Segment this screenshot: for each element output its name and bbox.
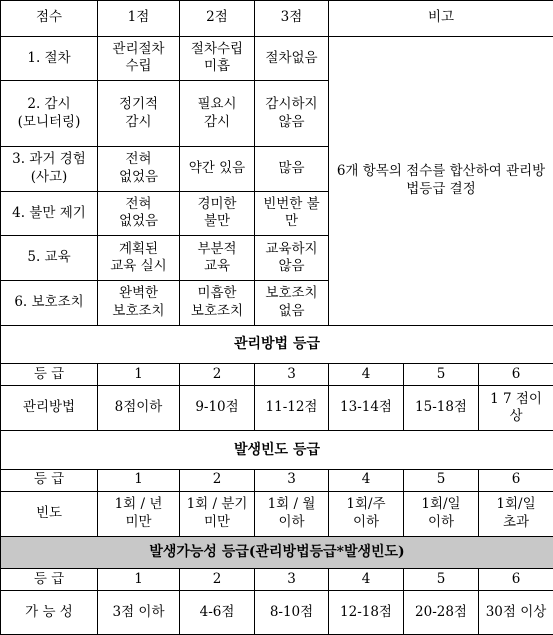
score-3pt: 보호조치 없음 [255,280,329,325]
likelihood-grade-title: 발생가능성 등급(관리방법등급*발생빈도) [1,536,553,568]
management-grade-title: 관리방법 등급 [1,325,553,364]
grade-number: 6 [479,364,553,386]
score-3pt: 감시하지 않음 [255,81,329,147]
grade-number: 4 [329,364,404,386]
score-1pt: 완벽한 보호조치 [98,280,180,325]
grade-label: 등 급 [1,364,98,386]
score-1pt: 관리절차 수립 [98,36,180,81]
grade-number: 5 [404,568,479,590]
score-2pt: 약간 있음 [180,147,255,192]
management-grade-row [1,364,553,386]
likelihood-grade-row [1,568,553,590]
management-grade-title-row [1,325,553,364]
score-2pt: 부분적 교육 [180,236,255,281]
grade-number: 3 [255,364,329,386]
score-2pt: 필요시 감시 [180,81,255,147]
likelihood-value: 30점 이상 [479,591,553,635]
grade-number: 4 [329,568,404,590]
score-row [1,36,553,81]
score-1pt: 계획된 교육 실시 [98,236,180,281]
score-3pt: 빈번한 불 만 [255,191,329,236]
grade-number: 2 [180,568,255,590]
frequency-value: 1회 / 년 미만 [98,491,180,536]
score-item: 3. 과거 경험 (사고) [1,147,98,192]
score-item: 2. 감시 (모니터링) [1,81,98,147]
management-value: 11-12점 [255,386,329,431]
score-3pt: 절차없음 [255,36,329,81]
row-label: 가 능 성 [1,591,98,635]
management-value: 13-14점 [329,386,404,431]
score-item: 6. 보호조치 [1,280,98,325]
likelihood-value: 8-10점 [255,591,329,635]
frequency-value: 1회/주 이하 [329,491,404,536]
grade-number: 2 [180,364,255,386]
management-value: 9-10점 [180,386,255,431]
remarks-note: 6개 항목의 점수를 합산하여 관리방법등급 결정 [329,36,553,325]
grade-number: 3 [255,568,329,590]
score-header-row [1,1,553,37]
score-1pt: 전혀 없었음 [98,147,180,192]
grade-number: 5 [404,364,479,386]
header-2pt: 2점 [180,1,255,37]
grade-number: 4 [329,469,404,491]
row-label: 관리방법 [1,386,98,431]
score-3pt: 교육하지 않음 [255,236,329,281]
score-item: 5. 교육 [1,236,98,281]
frequency-value-row [1,491,553,536]
frequency-value: 1회/일 이하 [404,491,479,536]
frequency-grade-title: 발생빈도 등급 [1,431,553,470]
score-2pt: 미흡한 보호조치 [180,280,255,325]
grade-label: 등 급 [1,469,98,491]
score-1pt: 전혀 없었음 [98,191,180,236]
likelihood-value: 3점 이하 [98,591,180,635]
likelihood-value: 4-6점 [180,591,255,635]
header-score: 점수 [1,1,98,37]
grade-number: 1 [98,469,180,491]
grade-number: 3 [255,469,329,491]
grade-number: 1 [98,568,180,590]
likelihood-value-row [1,591,553,635]
grade-number: 5 [404,469,479,491]
grade-number: 1 [98,364,180,386]
frequency-value: 1회 / 월 이하 [255,491,329,536]
likelihood-grade-title-row [1,536,553,568]
frequency-grade-row [1,469,553,491]
score-1pt: 정기적 감시 [98,81,180,147]
management-value: 15-18점 [404,386,479,431]
header-3pt: 3점 [255,1,329,37]
frequency-value: 1회/일 초과 [479,491,553,536]
management-value: 8점이하 [98,386,180,431]
score-2pt: 경미한 불만 [180,191,255,236]
likelihood-value: 12-18점 [329,591,404,635]
score-item: 4. 불만 제기 [1,191,98,236]
frequency-value: 1회 / 분기 미만 [180,491,255,536]
header-1pt: 1점 [98,1,180,37]
score-item: 1. 절차 [1,36,98,81]
management-value: 1 7 점이 상 [479,386,553,431]
grade-number: 2 [180,469,255,491]
grade-number: 6 [479,469,553,491]
grade-number: 6 [479,568,553,590]
grade-label: 등 급 [1,568,98,590]
likelihood-value: 20-28점 [404,591,479,635]
frequency-grade-title-row [1,431,553,470]
row-label: 빈도 [1,491,98,536]
score-2pt: 절차수립 미흡 [180,36,255,81]
score-3pt: 많음 [255,147,329,192]
header-remarks: 비고 [329,1,553,37]
management-value-row [1,386,553,431]
